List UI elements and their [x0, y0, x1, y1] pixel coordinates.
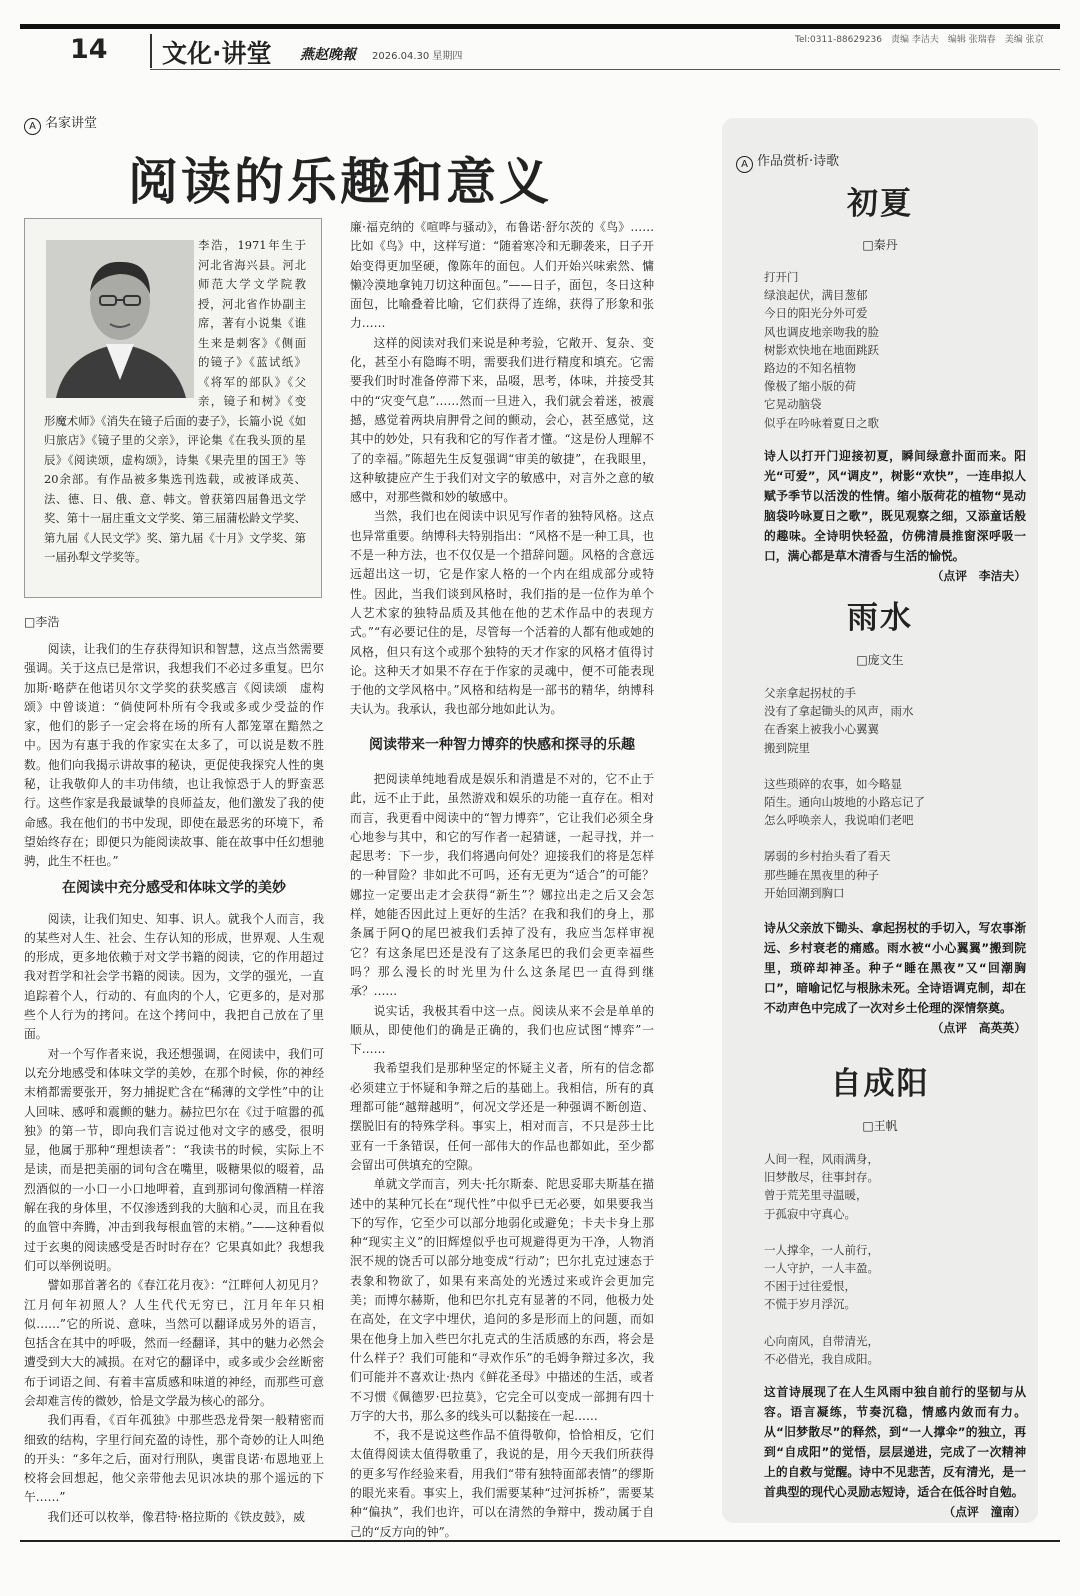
poem-line: 一人守护，一人丰盈。	[764, 1261, 879, 1276]
poem-line: 像极了缩小版的荷	[764, 379, 856, 394]
sidebar-tag-label: 作品赏析·诗歌	[757, 154, 840, 169]
section-subhead: 在阅读中充分感受和体味文学的美妙	[62, 880, 286, 896]
poem-review	[764, 918, 1026, 1038]
stanza-gap	[764, 757, 1024, 775]
poem-line: 陌生。通向山坡地的小路忘记了	[764, 795, 925, 810]
column-tag-label: 名家讲堂	[45, 116, 98, 131]
poem-line: 旧梦散尽，往事封存。	[764, 1170, 879, 1185]
stanza-gap	[764, 1314, 1024, 1332]
article-paragraph: 我希望我们是那种坚定的怀疑主义者，所有的信念都必须建立于怀疑和争辩之后的基础上。我相信，所有的真理都可能“越辩越明”，何况文学还是一种强调不断创造、摆脱旧有的特殊学科。事实上，相对而言，不只是莎士比亚有一千条错误，任何一部伟大的作品也都如此，至少都会留出可供填充的空隙。	[350, 1061, 654, 1172]
article-column-left	[24, 640, 324, 1524]
poem-line: 风也调皮地亲吻我的脸	[764, 324, 879, 339]
article-paragraph: 譬如那首著名的《春江花月夜》：“江畔何人初见月？江月何年初照人？人生代代无穷已，江月年年只相似……”它的所说、意味，当然可以翻译成另外的语言，包括含在其中的呼吸，然而一经翻译，其中的魅力必然会遭受到大大的减损。在对它的翻译中，或多或少会丝断密布于词语之间、有着丰富质感和味道的神经，而那些可意会却难言传的微妙，恰是文学最为核心的部分。	[24, 1278, 324, 1408]
masthead-divider	[150, 34, 152, 68]
poem-line: 这些琐碎的农事，如今略显	[764, 776, 902, 791]
top-rule	[20, 24, 1060, 29]
section-subhead: 阅读带来一种智力博弈的快感和探寻的乐趣	[369, 737, 635, 753]
article-paragraph: 说实话，我极其看中这一点。阅读从来不会是单单的顺从，即使他们的确是正确的，我们也应试图“博弈”一下……	[350, 1003, 654, 1057]
poem-line: 绿浪起伏，满目葱郁	[764, 288, 868, 303]
poem-review	[764, 446, 1026, 586]
page-number: 14	[70, 34, 108, 65]
poem-line: 人间一程，风雨满身，	[764, 1152, 879, 1166]
article-paragraph: 当然，我们也在阅读中识见写作者的独特风格。这点也异常重要。纳博科夫特别指出：“风格不是一种工具，也不是一种方法，也不仅仅是一个措辞问题。风格的含意远远超出这一切，它是作家人格的一个内在组成部分或特性。因此，当我们谈到风格时，我们指的是一位作为单个人艺术家的独特品质及其他在他的艺术作品中的表现方式。”“有必要记住的是，尽管每一个活着的人都有他或她的风格，但只有这个或那个独特的天才作家的风格才值得讨论。这种天才如果不存在于作家的灵魂中，便不可能表现于他的文学风格中。”风格和结构是一部书的精华，纳博科夫认为。我承认，我也部分地如此认为。	[350, 509, 654, 717]
article-paragraph: 不，我不是说这些作品不值得敬仰，恰恰相反，它们太值得阅读太值得敬重了，我说的是，用今天我们所获得的更多写作经验来看，用我们“带有独特面部表情”的缪斯的眼光来看。事实上，我们需要某种“过河拆桥”，需要某种“偏执”，我们也许，可以在清然的争辩中，拨动属于自己的“反方向的钟”。	[350, 1428, 654, 1539]
poem-line: 那些睡在黑夜里的种子	[764, 867, 879, 882]
stanza-gap	[764, 1223, 1024, 1241]
poem-body	[764, 1150, 1024, 1368]
poem-line: 打开门	[764, 270, 799, 284]
poem-title: 初夏	[847, 186, 913, 222]
article-paragraph: 阅读，让我们知史、知事、识人。就我个人而言，我的某些对人生、社会、生存认知的形成，世界观、人生观的形成，更多地依赖于对文学书籍的阅读，它的作用超过我对哲学和社会学书籍的阅读。因为，文学的强光，一直追踪着个人，行动的、有血肉的个人，它更多的，是对那些个人行为的拷问。在这个拷问中，我把自己放在了里面。	[24, 911, 324, 1042]
poem-line: 曾于荒芜里寻温暖，	[764, 1188, 868, 1203]
reviewer-name: （点评 高英英）	[931, 1021, 1026, 1035]
poem-line: 路边的不知名植物	[764, 361, 856, 376]
masthead-rule	[150, 69, 1060, 70]
article-paragraph: 把阅读单纯地看成是娱乐和消遣是不对的，它不止于此，远不止于此，虽然游戏和娱乐的功能一直存在。相对而言，我更看中阅读中的“智力博弈”，它让我们必须全身心地参与其中，和它的写作者一起猜谜，一起寻找，并一起思考：下一步，我们将遇向何处？迎接我们的将是怎样的一种冒险？非如此不可吗，还有无更为“适合”的可能？娜拉一定要出走才会获得“新生”？娜拉出走之后又会怎样，她能否因此过上更好的生活？在我和我们的身上，那条属于阿Q的尾巴被我们丢掉了没有，我应当怎样审视它？有这条尾巴还是没有了这条尾巴的我们会更幸福些吗？那么漫长的时光里为什么这条尾巴一直得到继承？……	[350, 772, 654, 999]
poem-line: 今日的阳光分外可爱	[764, 306, 868, 321]
poem-line: 孱弱的乡村抬头看了看天	[764, 849, 891, 864]
article-paragraph: 我们再看，《百年孤独》中那些恐龙骨架一般精密而细致的结构，字里行间充盈的诗性，那个奇妙的让人叫绝的开头：“多年之后，面对行刑队，奥雷良诺·布恩地亚上校将会回想起，他父亲带他去见识冰块的那个遥远的下午……”	[24, 1413, 324, 1505]
poet-name: □王帆	[862, 1119, 898, 1133]
article-paragraph: 廉·福克纳的《喧哗与骚动》，布鲁诺·舒尔茨的《鸟》……比如《鸟》中，这样写道：“随着寒冷和无聊袭来，日子开始变得更加坚硬，像陈年的面包。人们开始兴味索然、慵懒冷漠地拿钝刀切这种面包。”——日子，面包，冬日这种面包，比喻叠着比喻，它们获得了连绵，获得了形象和张力……	[350, 220, 654, 331]
poem-line: 搬到院里	[764, 740, 810, 755]
author-bio	[44, 236, 306, 568]
poem-title: 自成阳	[830, 1066, 930, 1102]
poem-line: 开始回潮到胸口	[764, 885, 845, 900]
article-paragraph: 对一个写作者来说，我还想强调，在阅读中，我们可以充分地感受和体味文学的美妙，在那个时候，你的神经末梢都需要张开，努力捕捉贮含在“稀薄的文学性”中的让人回味、感呼和震颤的魅力。赫拉巴尔在《过于喧嚣的孤独》的第一节，即向我们言说过他对文字的感受，很明显，他属于那种“理想读者”：“我读书的时候，实际上不是读，而是把美丽的词句含在嘴里，吸糖果似的啜着，品烈酒似的一小口一小口地呷着，直到那词句像酒精一样溶解在我的身体里，不仅渗透到我的大脑和心灵，而且在我的血管中奔腾，冲击到我每根血管的末梢。”——这种看似过于玄奥的阅读感受是否时时存在？它果真如此？我想我们可以举例说明。	[24, 1046, 324, 1273]
column-tag	[24, 112, 97, 135]
poem-line: 怎么呼唤亲人，我说咱们老吧	[764, 813, 914, 828]
poet-name: □庞文生	[856, 653, 904, 667]
poem-title: 雨水	[847, 600, 913, 636]
poem-line: 不困于过往爱恨，	[764, 1279, 856, 1294]
poem-review-text: 诗人以打开门迎接初夏，瞬间绿意扑面而来。阳光“可爱”，风“调皮”，树影“欢快”，一连串拟人赋予季节以活泼的性情。缩小版荷花的植物“晃动脑袋吟咏夏日之歌”，既见观察之细，又添童话般的趣味。全诗明快轻盈，仿佛清晨推窗深呼吸一口，满心都是草木清香与生活的愉悦。	[764, 449, 1026, 563]
poem-body	[764, 268, 1024, 432]
poem-body	[764, 684, 1024, 902]
poem-line: 于孤寂中守真心。	[764, 1206, 856, 1221]
publication-date: 2026.04.30 星期四	[372, 51, 463, 62]
poem-line: 一人撑伞，一人前行，	[764, 1242, 879, 1257]
author-bio-text: 李浩，1971年生于河北省海兴县。河北师范大学文学院教授，河北省作协副主席，著有小说集《谁生来是刺客》《侧面的镜子》《蓝试纸》《将军的部队》《父亲，镜子和树》《变形魔术师》《消失在镜子后面的妻子》，长篇小说《如归旅店》《镜子里的父亲》，评论集《在我头顶的星辰》《阅读颂，虚构颂》，诗集《果壳里的国王》等20余部。有作品被多集选刊选载，或被译成英、法、德、日、俄、意、韩文。曾获第四届鲁迅文学奖、第十一届庄重文文学奖、第三届蒲松龄文学奖、第九届《人民文学》奖、第九届《十月》文学奖、第一届孙犁文学奖等。	[44, 238, 306, 564]
poem-line: 不慌于岁月浮沉。	[764, 1297, 856, 1312]
contact-line: Tel:0311-88629236 责编 李洁夫 编辑 张瑞春 美编 张京	[795, 35, 1044, 45]
article-paragraph: 单就文学而言，列夫·托尔斯泰、陀思妥耶夫斯基在描述中的某种冗长在“现代性”中似乎已无必要，如果要我当下的写作，它至少可以部分地弱化或避免；卡夫卡身上那种“现实主义”的旧辉煌似乎也可规避得更为干净，人物消泯不规的饶舌可以部分地变成“行动”；巴尔扎克过速态于表象和物欲了，如果有来高处的光透过来或许会更加完美；而博尔赫斯，他和巴尔扎克有显著的不同，他极力处在高处，在文字中埋伏，追问的多是形而上的问题，而如果在他身上加入些巴尔扎克式的生活质感的东西，将会是什么样子？我们可能和“寻欢作乐”的毛姆争辩过多次，我们可能并不喜欢让·热内《鲜花圣母》中描述的生活，或者不习惯《佩德罗·巴拉莫》，它完全可以变成一部拥有四十万字的大书，那么多的线头可以黏接在一起……	[350, 1177, 654, 1423]
poem-line: 没有了拿起锄头的风声，雨水	[764, 704, 914, 719]
author-byline: □李浩	[24, 615, 60, 629]
article-title: 阅读的乐趣和意义	[128, 152, 552, 211]
article-paragraph: 我们还可以枚举，像君特·格拉斯的《铁皮鼓》，威	[47, 1509, 305, 1524]
poem-line: 树影欢快地在地面跳跃	[764, 342, 879, 357]
bottom-rule	[20, 1540, 1060, 1542]
column-logo-icon: A	[736, 156, 753, 173]
poem-line: 它晃动脑袋	[764, 397, 822, 412]
reviewer-name: （点评 潼南）	[943, 1505, 1026, 1519]
poem-line: 父亲拿起拐杖的手	[764, 686, 856, 700]
poem-review-text: 诗从父亲放下锄头、拿起拐杖的手切入，写农事渐远、乡村衰老的痛感。雨水被“小心翼翼”搬到院里，琐碎却神圣。种子“睡在黑夜”又“回潮胸口”，暗喻记忆与根脉未死。全诗语调克制，却在不动声色中完成了一次对乡土伦理的深情祭奠。	[764, 921, 1026, 1015]
article-paragraph: 阅读，让我们的生存获得知识和智慧，这点当然需要强调。关于这点已是常识，我想我们不必过多重复。巴尔加斯·略萨在他诺贝尔文学奖的获奖感言《阅读颂 虚构颂》中曾谈道：“倘使阿朴所有令我或多或少受益的作家，他们的影子一定会将在场的所有人都笼罩在黯然之中。因为有惠于我的作家实在太多了，可以说是数不胜数。他们向我揭示讲故事的秘诀，更促使我探究人性的奥秘，让我敬仰人的丰功伟绩，也让我惊恐于人的野蛮恶行。这些作家是我最诚挚的良师益友，他们激发了我的使命感。我在他们的书中发现，即使在最恶劣的环境下，希望始终存在；即便只为能阅读故事、能在故事中任幻想驰骋，此生不枉也。”	[24, 642, 324, 869]
article-column-right-top	[350, 218, 654, 718]
poem-line: 在香案上被我小心翼翼	[764, 722, 879, 737]
sidebar-tag	[736, 150, 839, 173]
paper-name: 燕赵晚報	[300, 47, 356, 63]
poem-review-text: 这首诗展现了在人生风雨中独自前行的坚韧与从容。语言凝练，节奏沉稳，情感内敛而有力。从“旧梦散尽”的释然，到“一人撑伞”的独立，再到“自成阳”的觉悟，层层递进，完成了一次精神上的自救与觉醒。诗中不见悲苦，反有清光，是一首典型的现代心灵励志短诗，适合在低谷时自勉。	[764, 1385, 1026, 1499]
article-column-right-bottom	[350, 770, 654, 1539]
column-logo-icon: A	[24, 118, 41, 135]
stanza-gap	[764, 829, 1024, 847]
article-paragraph: 这样的阅读对我们来说是种考验，它敞开、复杂、变化，甚至小有隐晦不明，需要我们进行精度和填充。它需要我们时时准备停滞下来，品啜，思考，体味，并接受其中的“灾变气息”……然而一旦进入，我们就会着迷，被震撼，感觉着两块肩胛骨之间的颤动，会心，甚至感觉，这其中的妙处，只有我和它的写作者才懂。“这是份人理解不了的幸福。”陈超先生反复强调“审美的敏捷”，在我眼里，这种敏捷应产生于我们对文字的敏感中，对言外之意的敏感中，对那些微和妙的敏感中。	[350, 335, 654, 505]
poet-name: □秦丹	[862, 238, 898, 252]
poem-line: 似乎在吟咏着夏日之歌	[764, 415, 879, 430]
poem-line: 心向南风，自带清光，	[764, 1333, 879, 1348]
poem-line: 不必借光，我自成阳。	[764, 1351, 879, 1366]
section-name: 文化·讲堂	[162, 39, 272, 68]
poem-review	[764, 1382, 1026, 1522]
reviewer-name: （点评 李洁夫）	[931, 569, 1026, 583]
